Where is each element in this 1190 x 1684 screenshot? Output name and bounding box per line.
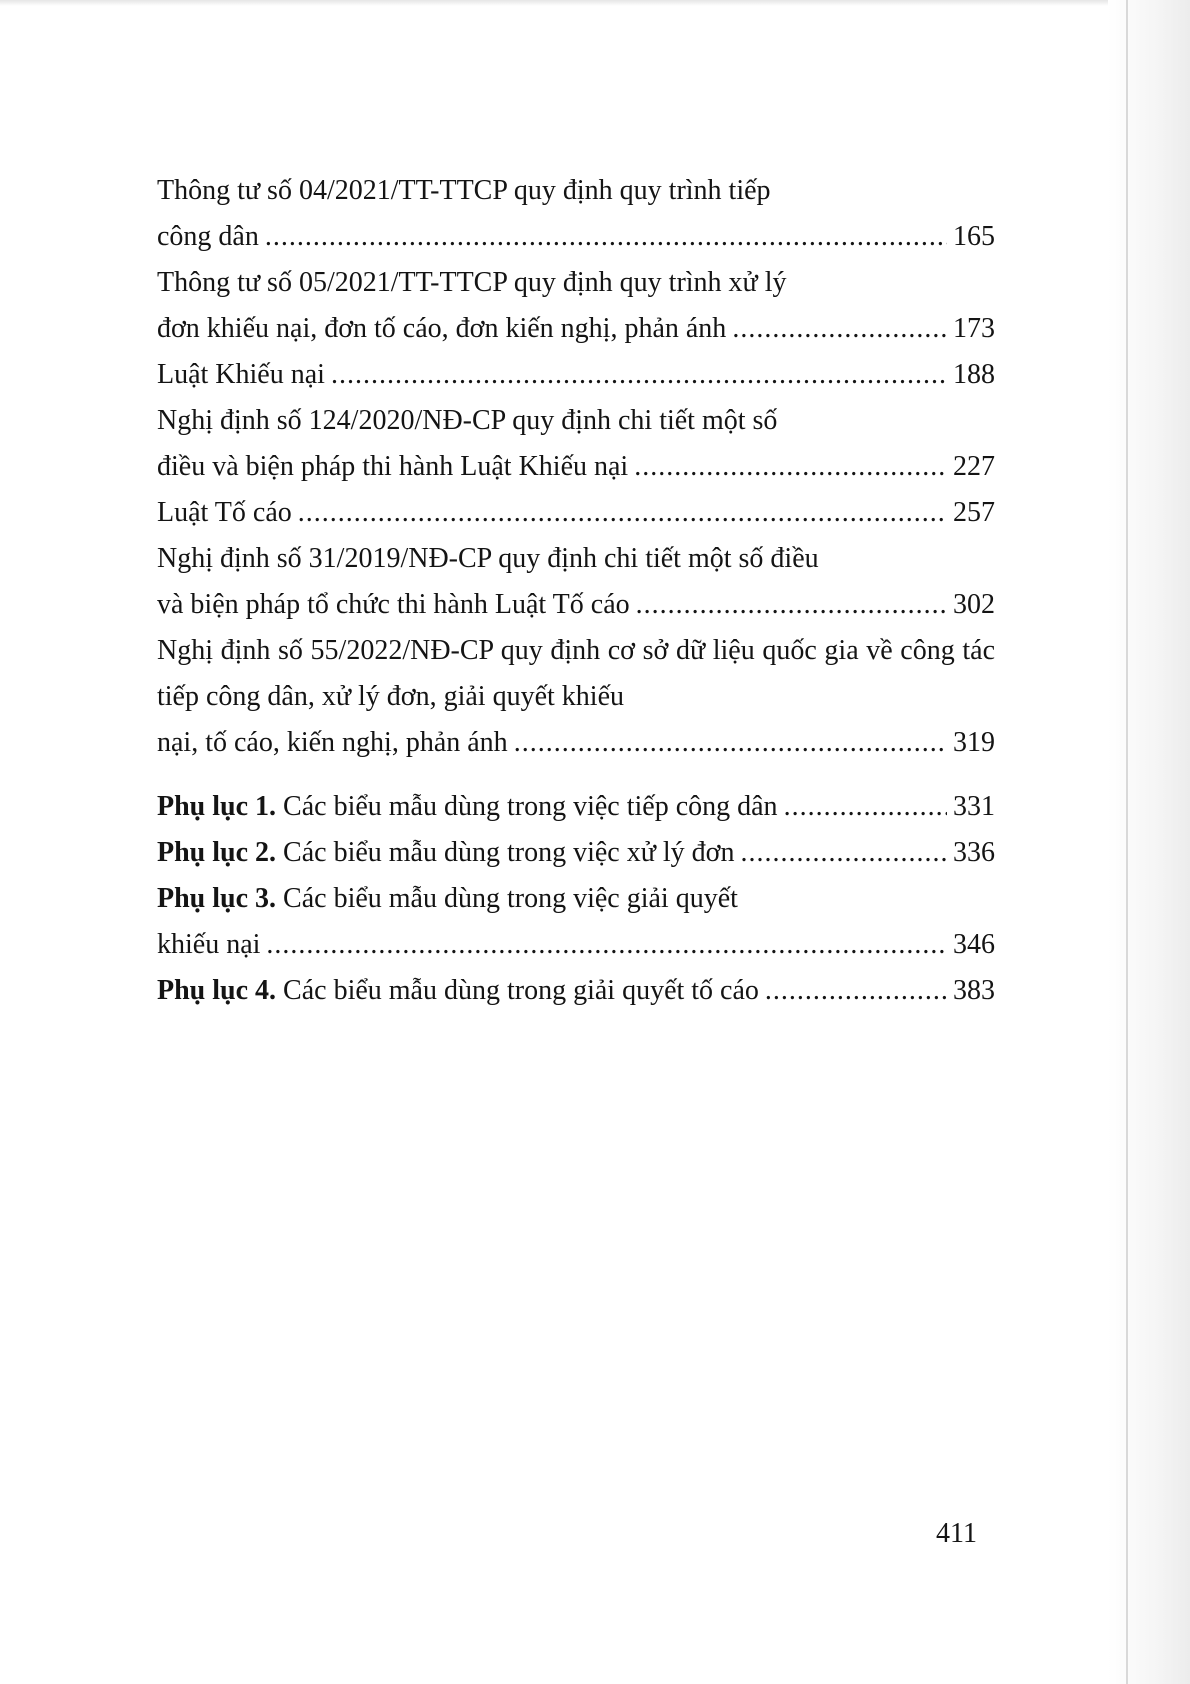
toc-entry-title-line: Thông tư số 05/2021/TT-TTCP quy định quy trình xử lý <box>157 267 787 298</box>
dot-leader <box>636 582 947 628</box>
dot-leader <box>331 352 947 398</box>
toc-entry-title: Các biểu mẫu dùng trong việc xử lý đơn <box>276 837 735 868</box>
dot-leader <box>298 490 947 536</box>
dot-leader <box>266 922 947 968</box>
toc-entry-title-lines: Nghị định số 55/2022/NĐ-CP quy định cơ sở dữ liệu quốc gia về công tác tiếp công dân, xử lý đơn, giải quyết khiếu <box>157 635 995 712</box>
toc-entry-title-end: công dân <box>157 221 259 252</box>
toc-entry-title: Các biểu mẫu dùng trong việc tiếp công dân <box>276 791 778 822</box>
toc-entry-title-line: Thông tư số 04/2021/TT-TTCP quy định quy trình tiếp <box>157 175 771 206</box>
toc-page-number: 165 <box>953 221 995 252</box>
toc-page-number: 331 <box>953 791 995 822</box>
appendix-label: Phụ lục 1. <box>157 791 277 822</box>
toc-entry-nghi-dinh-55[interactable] <box>157 628 995 766</box>
toc-entry-nghi-dinh-124[interactable] <box>157 398 995 490</box>
dot-leader <box>634 444 947 490</box>
toc-entry-phu-luc-4[interactable] <box>157 968 995 1014</box>
toc-page-number: 257 <box>953 497 995 528</box>
toc-entry-thong-tu-04[interactable] <box>157 168 995 260</box>
toc-entry-title-end: nại, tố cáo, kiến nghị, phản ánh <box>157 727 508 758</box>
toc-entry-title-end: khiếu nại <box>157 929 261 960</box>
dot-leader <box>265 214 947 260</box>
toc-entry-title-end: điều và biện pháp thi hành Luật Khiếu nại <box>157 451 629 482</box>
dot-leader <box>740 830 947 876</box>
toc-entry-title-end: và biện pháp tổ chức thi hành Luật Tố cáo <box>157 589 630 620</box>
toc-entry-title: Luật Khiếu nại <box>157 359 325 390</box>
toc-entry-title-line: Nghị định số 31/2019/NĐ-CP quy định chi tiết một số điều <box>157 543 819 574</box>
appendix-label: Phụ lục 2. <box>157 837 277 868</box>
table-of-contents <box>157 168 995 1014</box>
toc-entry-title: Luật Tố cáo <box>157 497 292 528</box>
dot-leader <box>514 720 947 766</box>
toc-page-number: 319 <box>953 727 995 758</box>
appendix-label: Phụ lục 4. <box>157 975 277 1006</box>
toc-entry-luat-to-cao[interactable] <box>157 490 995 536</box>
toc-entry-phu-luc-3[interactable] <box>157 876 995 968</box>
toc-entry-phu-luc-2[interactable] <box>157 830 995 876</box>
toc-page-number: 227 <box>953 451 995 482</box>
toc-page-number: 302 <box>953 589 995 620</box>
toc-page-number: 346 <box>953 929 995 960</box>
toc-entry-luat-khieu-nai[interactable] <box>157 352 995 398</box>
toc-entry-title: Các biểu mẫu dùng trong giải quyết tố cáo <box>276 975 759 1006</box>
toc-page-number: 173 <box>953 313 995 344</box>
toc-entry-nghi-dinh-31[interactable] <box>157 536 995 628</box>
dot-leader <box>732 306 947 352</box>
dot-leader <box>784 784 947 830</box>
toc-entry-title-line: Nghị định số 124/2020/NĐ-CP quy định chi tiết một số <box>157 405 778 436</box>
toc-entry-phu-luc-1[interactable] <box>157 784 995 830</box>
scan-top-edge <box>0 0 1190 6</box>
toc-entry-thong-tu-05[interactable] <box>157 260 995 352</box>
toc-entry-title-line: Các biểu mẫu dùng trong việc giải quyết <box>276 883 738 914</box>
book-page-edge <box>1108 0 1190 1684</box>
appendix-label: Phụ lục 3. <box>157 883 277 914</box>
toc-entry-title-end: đơn khiếu nại, đơn tố cáo, đơn kiến nghị, phản ánh <box>157 313 727 344</box>
toc-page-number: 188 <box>953 359 995 390</box>
toc-page-number: 383 <box>953 975 995 1006</box>
toc-page-number: 336 <box>953 837 995 868</box>
page-folio-number: 411 <box>936 1518 977 1549</box>
dot-leader <box>765 968 947 1014</box>
